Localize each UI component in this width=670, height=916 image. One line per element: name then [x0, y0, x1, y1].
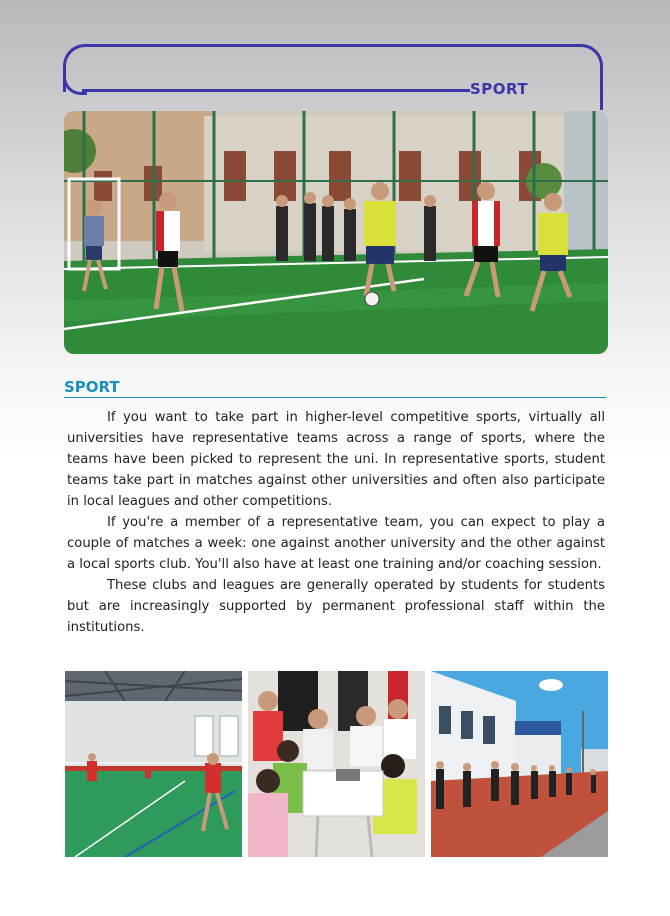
hero-football-photo	[64, 111, 608, 354]
photo-chess-game	[248, 671, 425, 857]
paragraph: If you want to take part in higher-level competitive sports, virtually all universities have representative teams across a range of sports, where the teams have been picked to represent the uni. In representative sports, student teams take part in matches against other universities and often also participate in local leagues and other competitions.	[67, 410, 605, 509]
photo-running-track	[431, 671, 608, 857]
photo-indoor-gym	[65, 671, 242, 857]
section-divider	[64, 397, 606, 398]
paragraph: If you're a member of a representative team, you can expect to play a couple of matches a week: one against another university and the other against a local sports club. You'll also have at least one training and/or coaching session.	[67, 515, 605, 572]
paragraph: These clubs and leagues are generally operated by students for students but are increasingly supported by permanent professional staff within the institutions.	[67, 578, 605, 635]
section-title: SPORT	[64, 378, 120, 396]
header-tail	[600, 66, 603, 110]
body-text	[67, 407, 605, 638]
page-title: SPORT	[470, 80, 529, 98]
header-underline	[82, 89, 470, 92]
